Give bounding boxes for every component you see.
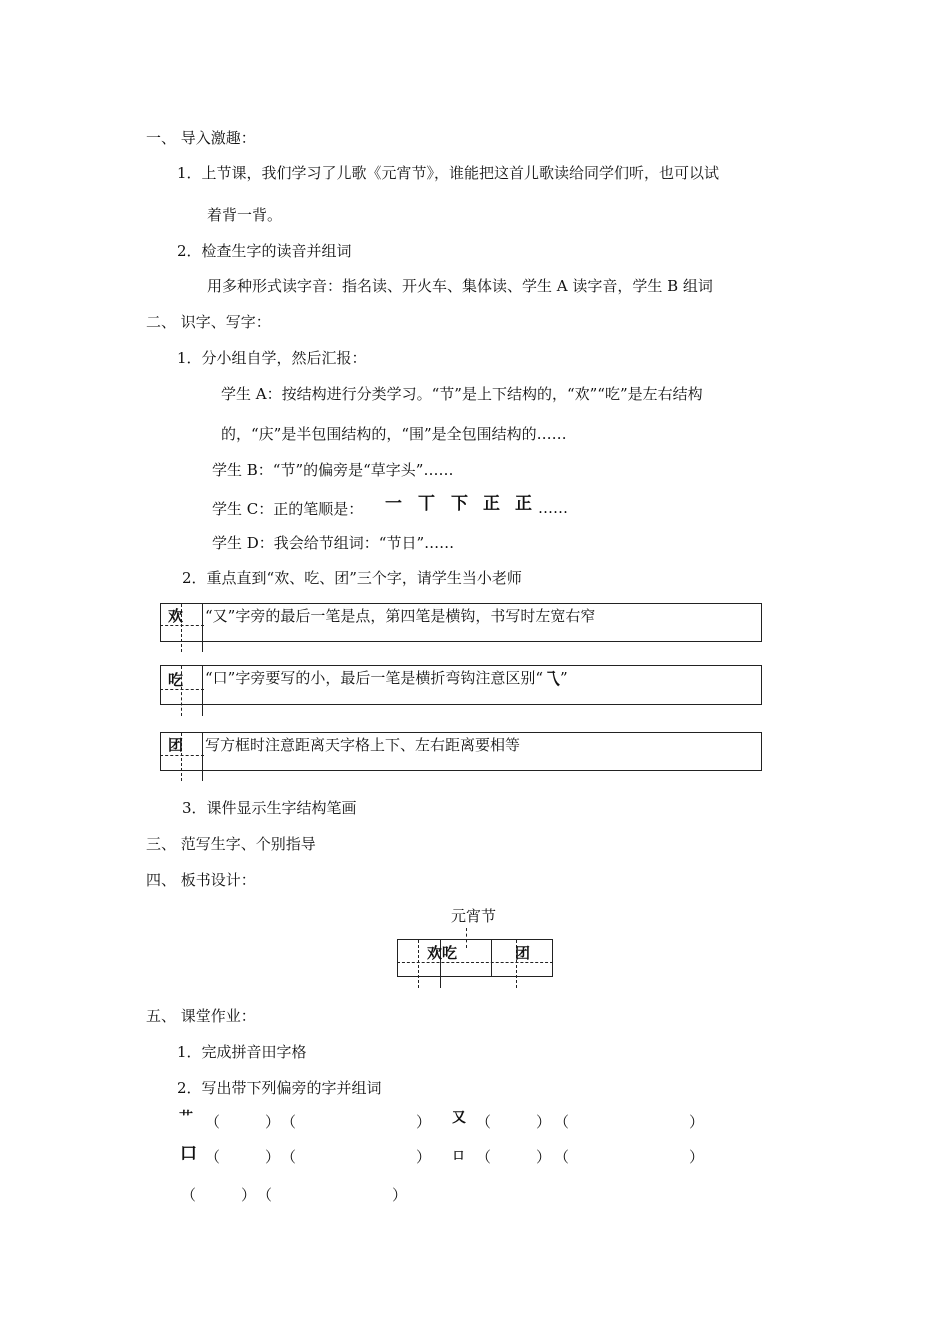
s1-item1-line1: 1．上节课，我们学习了儿歌《元宵节》，谁能把这首儿歌读给同学们听，也可以试: [177, 164, 720, 182]
s2-item2: 2．重点直到“欢、吃、团”三个字，请学生当小老师: [182, 569, 522, 587]
answer-blank-word[interactable]: （ ）: [554, 1148, 705, 1166]
grid-divider: [202, 666, 203, 716]
stroke-order-step-1: 一: [385, 494, 402, 514]
board-divider: [491, 940, 492, 977]
grid-guide-horizontal: [160, 755, 204, 756]
box2-text-b: ”: [560, 669, 568, 687]
s2-studentB: 学生 B：“节”的偏旁是“草字头”……: [212, 461, 454, 479]
box3-explanation: 写方框时注意距离天字格上下、左右距离要相等: [205, 736, 521, 754]
example-character-huan: 欢: [168, 607, 184, 625]
stroke-order-step-3: 下: [451, 494, 468, 514]
section-heading-3: 三、 范写生字、个别指导: [146, 835, 316, 853]
s2-studentA-line1: 学生 A：按结构进行分类学习。“节”是上下结构的，“欢”“吃”是左右结构: [221, 385, 703, 403]
s2-studentC: 学生 C：正的笔顺是：: [212, 500, 364, 518]
section-heading-4: 四、 板书设计：: [146, 871, 256, 889]
section-heading-5: 五、 课堂作业：: [146, 1007, 256, 1025]
answer-blank-word[interactable]: （ ）: [281, 1148, 432, 1166]
section-heading-2: 二、 识字、写字：: [146, 313, 271, 331]
stroke-order-step-2: 丅: [418, 494, 435, 514]
answer-blank-char[interactable]: （ ）: [181, 1186, 257, 1204]
radical-small-kou-icon: 口: [453, 1149, 464, 1162]
box2-explanation: [205, 668, 568, 688]
answer-blank-word[interactable]: （ ）: [281, 1113, 432, 1131]
answer-blank-char[interactable]: （ ）: [205, 1113, 281, 1131]
box2-text-a: “口”字旁要写的小，最后一笔是横折弯钩注意区别“: [205, 669, 544, 687]
answer-blank-char[interactable]: （ ）: [476, 1113, 552, 1131]
s2-item1: 1．分小组自学，然后汇报：: [177, 349, 367, 367]
radical-you-icon: 又: [452, 1110, 466, 1126]
stroke-order-step-4: 正: [483, 494, 500, 514]
board-characters-left: 欢吃: [427, 944, 458, 962]
board-guide-vertical: [418, 940, 419, 988]
board-character-right: 团: [515, 944, 531, 962]
s2-studentD: 学生 D：我会给节组词：“节日”……: [212, 534, 455, 552]
stroke-order-step-5: 正: [515, 494, 532, 514]
s5-item1: 1．完成拼音田字格: [177, 1043, 307, 1061]
s1-item2: 2．检查生字的读音并组词: [177, 242, 352, 260]
grid-divider: [202, 733, 203, 781]
example-character-tuan: 团: [168, 736, 184, 754]
answer-blank-char[interactable]: （ ）: [205, 1148, 281, 1166]
s1-item2-detail: 用多种形式读字音：指名读、开火车、集体读、学生 A 读字音，学生 B 组词: [207, 277, 713, 295]
s2-studentA-line2: 的，“庆”是半包围结构的，“围”是全包围结构的……: [221, 425, 567, 443]
s1-item1-line2: 着背一背。: [207, 206, 283, 224]
answer-blank-word[interactable]: （ ）: [257, 1186, 408, 1204]
board-title: 元宵节: [451, 907, 497, 925]
box1-explanation: “又”字旁的最后一笔是点，第四笔是横钩，书写时左宽右窄: [205, 607, 596, 625]
stroke-order-ellipsis: ……: [538, 499, 568, 517]
grid-divider: [202, 604, 203, 652]
board-guide-vertical: [466, 928, 467, 948]
section-heading-1: 一、 导入激趣：: [146, 129, 256, 147]
radical-cao-icon: 艹: [179, 1110, 193, 1126]
example-character-chi: 吃: [168, 671, 184, 689]
answer-blank-word[interactable]: （ ）: [554, 1113, 705, 1131]
radical-kou-icon: 口: [180, 1144, 197, 1164]
hook-stroke-glyph: 乁: [543, 670, 561, 690]
s5-item2: 2．写出带下列偏旁的字并组词: [177, 1079, 382, 1097]
answer-blank-char[interactable]: （ ）: [476, 1148, 552, 1166]
s2-item3: 3．课件显示生字结构笔画: [182, 799, 357, 817]
